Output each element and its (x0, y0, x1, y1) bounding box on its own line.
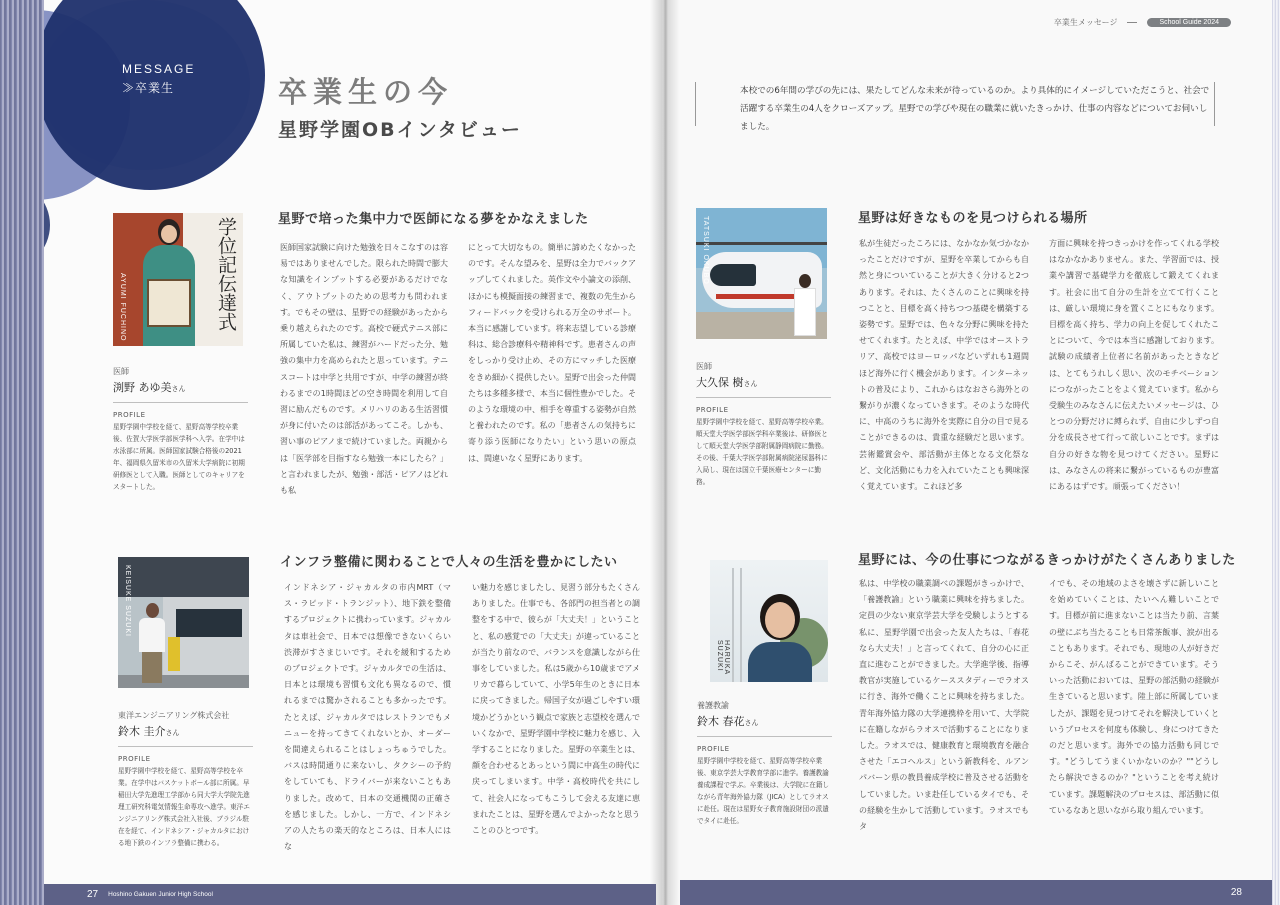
photo-caption: AYUMI FUCHINO (119, 273, 126, 342)
article-column: 私が生徒だったころには、なかなか気づかなかったことだけですが、星野を卒業してからも自然と身についていることが大きく分けると2つあります。それは、たくさんのことに興味を持つことと、目標を高く持ちつつ基礎を構築する姿勢です。星野では、色々な分野に興味を持たせてくれます。たとえば、中学ではオーストラリア、高校ではヨーロッパなどいずれも1週間ほど海外に行く機会があります。インターネットの普及により、これからはなおさら海外との繋がりが濃くなっていきます。そのような時代に、中高のうちに海外を実際に自分の目で見ることができるのは、貴重な経験だと思います。芸術鑑賞会や、部活動が主体となる文化祭など、文化活動にも力を入れていたことも興味深く覚えています。これほど多 (859, 239, 1029, 492)
page-number-right: 28 (1230, 887, 1242, 898)
article-column: 方面に興味を持つきっかけを作ってくれる学校はなかなかありません。また、学習面では、授業や講習で基礎学力を徹底して鍛えてくれます。社会に出て自分の生計を立てて行くことは、厳しい環境に身を置くことにもなります。目標を高く持ち、学力の向上を促してくれたことについて、今では本当に感謝しております。試験の成績者上位者に名前があったときなどは、とてもうれしく思い、次のモチベーションにつながったことをよく覚えています。私から受験生のみなさんに伝えたいメッセージは、ひとつの分野だけに縛られず、自由に少しずつ自分を成長させて行って欲しいことです。まずは自分の好きな物を見つけてください。星野には、みなさんの将来に繋がっているものが豊富にあるはずです。頑張ってください！ (1049, 239, 1219, 492)
divider (113, 402, 248, 403)
profile-name: 鈴木 圭介さん (118, 725, 180, 738)
page-header (1054, 17, 1231, 28)
profile-block (696, 361, 831, 488)
article-column: にとって大切なもの。簡単に諦めたくなかったのです。そんな望みを、星野は全力でバックアップしてくれました。英作文や小論文の添削、ほかにも模擬面接の練習まで、複数の先生からフィードバックを受けられる万全のサポート。本当に感謝しています。将来志望している診療科は、総合診療科や精神科です。患者さんの声をしっかり受け止め、その方にマッチした医療をきめ細かく提供したい。星野で出会った仲間たちは多種多様で、本当に個性豊かでした。そのような環境の中、相手を尊重する姿勢が自然と養われたのです。私の「患者さんの気持ちに寄り添う医師になりたい」という思いの原点は、間違いなく星野にあります。 (468, 243, 636, 463)
message-en: MESSAGE (122, 62, 196, 76)
page-subtitle: 星野学園OBインタビュー (278, 119, 522, 141)
article-headline: 星野で培った集中力で医師になる夢をかなえました (278, 212, 589, 227)
certificate-icon (147, 279, 191, 327)
profile-name: 渕野 あゆ美さん (113, 381, 186, 394)
article-column: い魅力を感じましたし、見習う部分もたくさんありました。仕事でも、各部門の担当者との調整をする中で、彼らが「大丈夫！」ということと、私の感覚での「大丈夫」が違っていることが当たり前なので、バランスを意識しながら仕事をしていました。私は5歳から10歳までアメリカで暮らしていて、小学5年生のときに日本に戻ってきました。帰国子女が過ごしやすい環境かどうかという観点で家族と志望校を選んでいくなかで、星野学園中学校に魅力を感じ、入学することになりました。星野の卒業生とは、顔を合わせるとあっという間に中高生の時代に戻ってしまいます。中学・高校時代を共にして、社会人になってもこうして会える友達に恵まれたことは、星野を選んでよかったなと思うことのひとつです。 (472, 583, 640, 836)
photo-caption: KEISUKE SUZUKI (124, 565, 131, 637)
photo-suzuki-keisuke (118, 557, 249, 688)
profile-heading: PROFILE (696, 406, 729, 414)
profile-heading: PROFILE (697, 745, 730, 753)
page-edges-right (1272, 0, 1280, 905)
photo-caption: TATSUKI OKUBO (702, 216, 709, 285)
article-column: 医師国家試験に向けた勉強を日々こなすのは容易ではありませんでした。限られた時間で膨大な知識をインプットする必要があるだけでなく、アウトプットのための思考力も問われます。でもその壁は、星野での経験があったから乗り越えられたのです。高校で硬式テニス部に所属していた私は、練習がハードだった分、勉強の集中力を高められたと思っています。テニスコートは中学と共用ですが、中学の練習が終わるまでの1時間ほどの空き時間を利用して自習に励んだものです。メリハリのある生活習慣が身に付いたのは部活があってこそ。しかも、習い事のピアノまで続けていました。両親からは「医学部を目指すなら勉強一本にしたら？」と言われましたが、勉強・部活・ピアノはどれも私 (280, 243, 448, 496)
article-headline: 星野は好きなものを見つけられる場所 (858, 211, 1088, 226)
profile-text: 星野学園中学校を経て、星野高等学校を卒業。在学中はバスケットボール部に所属。早稲田大学先進理工学部から同大学大学院先進理工研究科電気情報生命専攻へ進学。東洋エンジニアリング株式会社入社後、ブラジル駐在を経て、インドネシア・ジャカルタにおける地下鉄のインフラ整備に携わる。 (118, 767, 250, 847)
profile-role: 東洋エンジニアリング株式会社 (118, 711, 230, 720)
profile-text: 星野学園中学校を経て、星野高等学校卒業後、佐賀大学医学部医学科へ入学。在学中は水泳部に所属。医師国家試験合格後の2021年、福岡県久留米市の久留米大学病院に初期研修医として入職。医師としてのキャリアをスタートした。 (113, 423, 245, 491)
profile-text: 星野学園中学校を経て、星野高等学校卒業後、東京学芸大学教育学部に進学。養護教諭養成課程で学ぶ。卒業後は、大学院に在籍しながら青年海外協力隊（JICA）としてラオスに赴任。現在は星野女子教育施設財団の派遣でタイに赴任。 (697, 757, 830, 825)
profile-heading: PROFILE (118, 755, 151, 763)
intro-text: 本校での6年間の学びの先には、果たしてどんな未来が待っているのか。より具体的にイメージしていただこうと、社会で活躍する卒業生の4人をクローズアップ。星野での学びや現在の職業に就いたきっかけ、仕事の内容などについてお伺いしました。 (695, 82, 1215, 126)
divider (118, 746, 253, 747)
guide-badge: School Guide 2024 (1147, 18, 1231, 27)
profile-text: 星野学園中学校を経て、星野高等学校卒業。順天堂大学医学部医学科卒業後は、研修医として順天堂大学医学部附属静岡病院に勤務。その後、千葉大学医学部附属病院泌尿器科に入局し、現在は国立千葉医療センターに勤務。 (696, 418, 828, 486)
footer-school-name: Hoshino Gakuen Junior High School (108, 891, 213, 898)
article-headline: インフラ整備に関わることで人々の生活を豊かにしたい (280, 555, 618, 570)
article-column: イでも、その地域のよさを壊さずに新しいことを始めていくことは、たいへん難しいことです。目標が前に進まないことは当たり前、言葉の壁にぶち当たることも日常茶飯事、涙が出ることもあります。それでも、現地の人が好きだからこそ、がんばることができています。そういった活動においては、星野の部活動の経験が生きていると思います。陸上部に所属していましたが、課題を見つけてそれを解決していくというプロセスを何度も体験し、身につけてきたのだと思います。海外での協力活動も同じです。"どうしてうまくいかないのか？""どうしたら解決できるのか？"ということを考え続けています。課題解決のプロセスは、部活動に似ているなあと思いながら取り組んでいます。 (1049, 579, 1219, 815)
message-jp: ≫卒業生 (122, 81, 175, 95)
profile-heading: PROFILE (113, 411, 146, 419)
photo-sign: 学位記伝達式 (215, 217, 237, 331)
profile-role: 医師 (696, 362, 712, 371)
message-label (122, 62, 195, 96)
divider (697, 736, 832, 737)
article-column: 私は、中学校の職業調べの課題がきっかけで、「養護教諭」という職業に興味を持ちました。定員の少ない東京学芸大学を受験しようとする私に、星野学園で出会った友人たちは、「春花なら大丈夫！」と言ってくれて、自分の心に正直に進むことができました。大学進学後、指導教官が実施しているケーススタディーでラオスに行き、海外で働くことに興味を持ちました。青年海外協力隊の大学連携枠を用いて、大学院に在籍しながらラオスで活動することになりました。ラオスでは、健康教育と環境教育を融合させた「エコヘルス」という新教科を、ルアンパバーン県の教員養成学校に普及させる活動をしていました。いま赴任しているタイでも、その経験を生かして活動しています。ラオスでもタ (859, 579, 1029, 832)
photo-suzuki-haruka (710, 560, 828, 682)
profile-role: 養護教諭 (697, 701, 729, 710)
profile-block (118, 710, 253, 849)
profile-role: 医師 (113, 367, 129, 376)
photo-fuchino (113, 213, 243, 346)
profile-block (697, 700, 832, 827)
profile-name: 鈴木 春花さん (697, 715, 759, 728)
divider (696, 397, 831, 398)
header-rule (1127, 22, 1137, 23)
page-title: 卒業生の今 (278, 75, 454, 109)
profile-name: 大久保 樹さん (696, 376, 758, 389)
article-column: インドネシア・ジャカルタの市内MRT（マス・ラピッド・トランジット）、地下鉄を整備するプロジェクトに携わっています。ジャカルタは車社会で、日本では想像できないくらい渋滞がすさまじいです。それを緩和するためのプロジェクトです。ジャカルタでの生活は、日本とは環境も習慣も文化も異なるので、慣れるまでは驚かされることも多かったです。たとえば、ジャカルタではレストランでもメニューを持ってきてくれないとか、オーダーを間違えられることはしょっちゅうでした。バスは時間通りに来ないし、タクシーの予約をしていても、ドライバーが来ないこともありました。改めて、日本の交通機関の正確さを感じました。しかし、一方で、インドネシアの人たちの楽天的なところは、日本人にはな (284, 583, 451, 852)
page-number-left: 27 (87, 889, 99, 900)
photo-caption: HARUKA SUZUKI (716, 640, 730, 675)
spine-shadow (650, 0, 680, 905)
page-edges (0, 0, 44, 905)
footer-right (680, 880, 1272, 905)
article-headline: 星野には、今の仕事につながるきっかけがたくさんありました (858, 553, 1236, 568)
footer-left (44, 884, 656, 905)
header-section: 卒業生メッセージ (1053, 18, 1118, 27)
photo-okubo (696, 208, 827, 339)
profile-block (113, 366, 248, 493)
